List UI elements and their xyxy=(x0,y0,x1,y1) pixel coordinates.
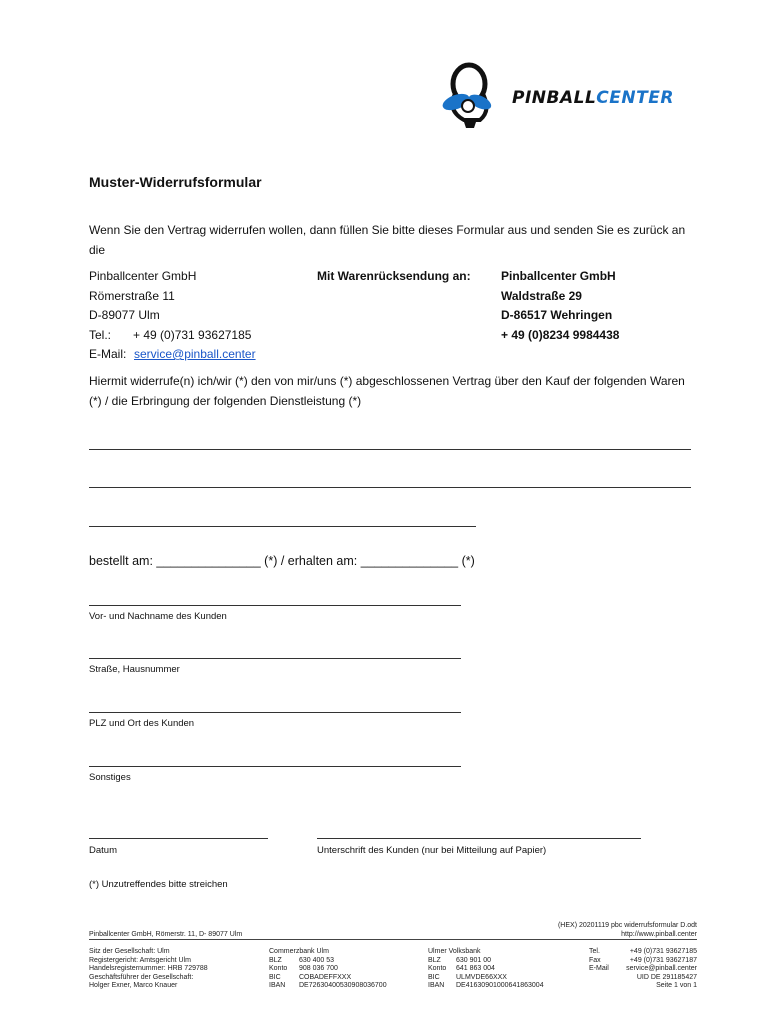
logo-wordmark-part1: PINBALL xyxy=(512,88,597,108)
footnote: (*) Unzutreffendes bitte streichen xyxy=(89,879,228,890)
bank1-key: BLZ xyxy=(269,956,282,964)
street-field-label: Straße, Hausnummer xyxy=(89,664,180,675)
uid-value: UID DE 291185427 xyxy=(636,973,697,981)
sender-company: Pinballcenter GmbH xyxy=(89,269,197,283)
footer-col1-line: Registergericht: Amtsgericht Ulm xyxy=(89,956,191,964)
sender-email-label: E-Mail: xyxy=(89,347,127,361)
footer-company-line: Pinballcenter GmbH, Römerstr. 11, D- 89077 Ulm xyxy=(89,931,243,938)
footer-website[interactable]: http://www.pinball.center xyxy=(621,931,697,938)
return-street: Waldstraße 29 xyxy=(501,288,582,303)
sender-email-link[interactable]: service@pinball.center xyxy=(134,347,256,361)
footer-col-contact xyxy=(589,948,697,991)
page-title: Muster-Widerrufsformular xyxy=(89,174,262,190)
bank2-value: 641 863 004 xyxy=(456,965,495,973)
return-city: D-86517 Wehringen xyxy=(501,308,613,322)
contact-key: Tel. xyxy=(589,948,600,955)
order-line-end: (*) xyxy=(461,554,475,568)
sender-tel: + 49 (0)731 93627185 xyxy=(133,327,252,342)
bank2-value: ULMVDE66XXX xyxy=(456,973,507,981)
sender-tel-label: Tel.: xyxy=(89,327,112,342)
footer-divider xyxy=(89,939,697,940)
bank1-key: BIC xyxy=(269,973,281,981)
signature-field-label: Unterschrift des Kunden (nur bei Mitteilung auf Papier) xyxy=(317,845,547,856)
bank2-key: BIC xyxy=(428,973,440,981)
goods-line-1[interactable] xyxy=(89,449,691,450)
contact-key: E-Mail xyxy=(589,965,609,973)
doc-reference: (HEX) 20201119 pbc widerrufsformular D.odt xyxy=(557,922,697,929)
footer-col-company xyxy=(89,948,208,991)
ordered-date-blank[interactable]: _______________ xyxy=(156,554,261,568)
other-input-line[interactable] xyxy=(89,766,461,767)
bank2-value: 630 901 00 xyxy=(456,956,492,964)
contact-value: +49 (0)731 93627185 xyxy=(629,948,697,955)
footer-col1-line: Sitz der Gesellschaft: Ulm xyxy=(89,948,170,955)
city-input-line[interactable] xyxy=(89,712,461,713)
ordered-label: bestellt am: xyxy=(89,554,153,568)
name-field-label: Vor- und Nachname des Kunden xyxy=(89,611,227,622)
bank2-value: DE41630901000641863004 xyxy=(456,982,544,990)
intro-text: Wenn Sie den Vertrag widerrufen wollen, dann füllen Sie bitte dieses Formular aus und senden Sie es zurück an die xyxy=(89,223,686,257)
city-field-label: PLZ und Ort des Kunden xyxy=(89,718,195,729)
bank1-value: 630 400 53 xyxy=(299,956,335,964)
bank1-key: Konto xyxy=(269,965,288,973)
revocation-text: Hiermit widerrufe(n) ich/wir (*) den von mir/uns (*) abgeschlossenen Vertrag über den Kauf der folgenden Waren (*) / die Erbringung der folgenden Dienstleistung (*) xyxy=(89,374,685,408)
bank1-key: Commerzbank Ulm xyxy=(269,948,329,955)
bank1-key: IBAN xyxy=(269,982,286,990)
received-date-blank[interactable]: ______________ xyxy=(360,554,459,568)
bank2-key: BLZ xyxy=(428,956,441,964)
footer-col-bank2 xyxy=(428,948,544,991)
bank1-value: COBADEFFXXX xyxy=(299,973,352,981)
date-field-label: Datum xyxy=(89,845,117,856)
date-input-line[interactable] xyxy=(89,838,268,839)
return-label: Mit Warenrücksendung an: xyxy=(317,269,471,283)
sender-street: Römerstraße 11 xyxy=(89,288,175,303)
goods-line-3[interactable] xyxy=(89,526,476,527)
page-number: Seite 1 von 1 xyxy=(656,982,697,990)
bank2-key: Ulmer Volksbank xyxy=(428,948,481,955)
sender-city: D-89077 Ulm xyxy=(89,308,160,322)
signature-input-line[interactable] xyxy=(317,838,641,839)
order-dates-line xyxy=(89,552,475,572)
logo-wordmark xyxy=(512,88,674,108)
contact-value[interactable]: service@pinball.center xyxy=(626,965,697,973)
footer-col-bank1 xyxy=(269,948,387,991)
other-field-label: Sonstiges xyxy=(89,772,131,783)
name-input-line[interactable] xyxy=(89,605,461,606)
bank1-value: 908 036 700 xyxy=(299,965,338,973)
return-phone: + 49 (0)8234 9984438 xyxy=(501,327,620,342)
bank2-key: IBAN xyxy=(428,982,445,990)
goods-line-2[interactable] xyxy=(89,487,691,488)
contact-key: Fax xyxy=(589,956,601,964)
bank2-key: Konto xyxy=(428,965,447,973)
contact-value: +49 (0)731 93627187 xyxy=(629,956,697,964)
return-company: Pinballcenter GmbH xyxy=(501,269,616,283)
footer-col1-line: Geschäftsführer der Gesellschaft: xyxy=(89,973,194,981)
street-input-line[interactable] xyxy=(89,658,461,659)
footer-col1-line: Holger Exner, Marco Knauer xyxy=(89,982,178,990)
received-label: (*) / erhalten am: xyxy=(264,554,358,568)
bank1-value: DE72630400530908036700 xyxy=(299,982,387,990)
logo-wordmark-part2: CENTER xyxy=(596,88,674,108)
footer-col1-line: Handelsregisternummer: HRB 729788 xyxy=(89,965,208,973)
